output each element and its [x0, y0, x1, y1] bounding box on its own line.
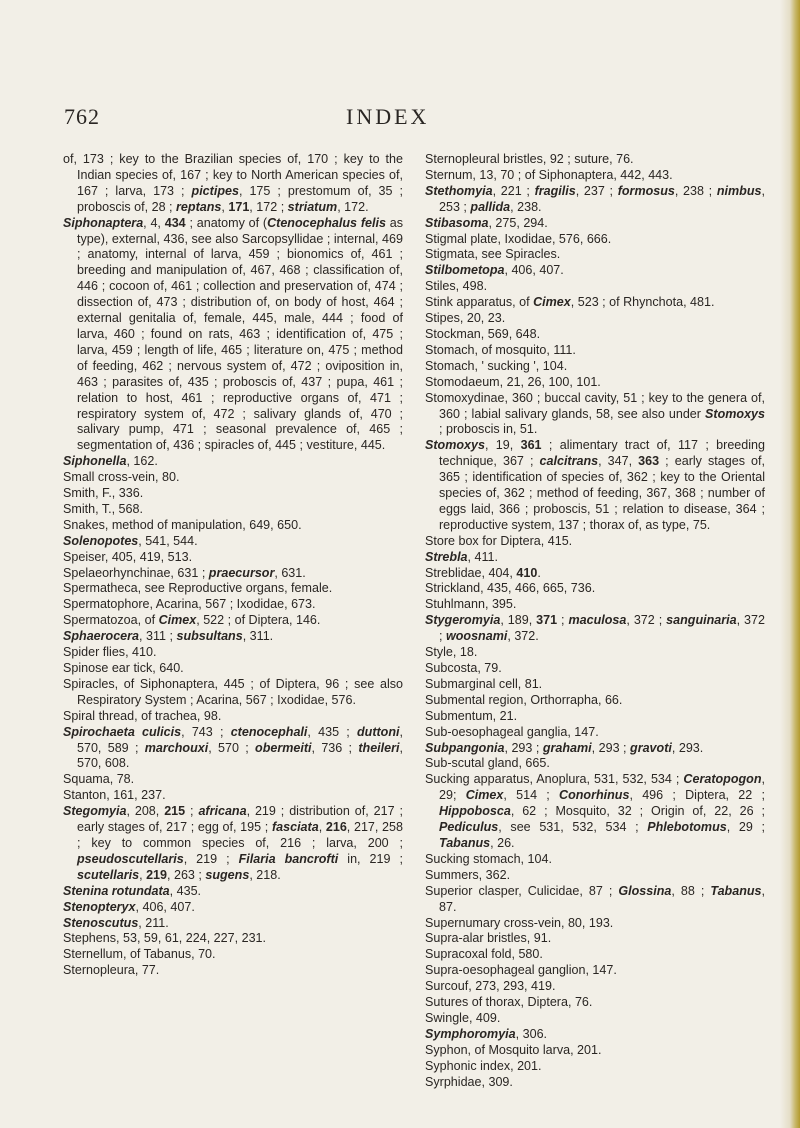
entry-text: ; proboscis in, 51.: [439, 422, 538, 437]
entry-text: , 293.: [671, 740, 704, 755]
entry-text: Spermatophore, Acarina, 567 ; Ixodidae, 673.: [63, 597, 316, 612]
entry-text: Glossina: [618, 883, 672, 898]
index-entry: [425, 868, 765, 884]
entry-text: Supracoxal fold, 580.: [425, 947, 543, 962]
entry-text: Stigmata, see Spiracles.: [425, 247, 561, 262]
entry-text: as type), external, 436, see also Sarcopsyllidae ; internal, 469 ; anatomy, internal of larva, 459 ; bionomics of, 461 ; breeding and manipulation of, 467, 468 ; classification of, 446 ; cocoon of, 461 ; collection and preservation of, 474 ; dissection of, 473 ; distribution of, on body of host, 464 ; external genitalia of, female, 445, male, 444 ; food of larva, 460 ; found on rats, 463 ; identification of, 475 ; larva, 459 ; length of life, 465 ; literature on, 475 ; method of feeding, 462 ; nervous system of, 472 ; oviposition in, 463 ; parasites of, 435 ; proboscis of, 437 ; pupa, 461 ; relation to host, 461 ; reproductive organs of, 471 ; respiratory system of, 472 ; salivary glands of, 470 ; salivary pump, 471 ; seasonal prevalence of, 465 ; segmentation of, 436 ; spiracles of, 445 ; vestiture, 445.: [77, 215, 403, 453]
index-entry: [425, 566, 765, 582]
entry-text: Submental region, Orthorrapha, 66.: [425, 692, 623, 707]
index-entry: [63, 931, 403, 947]
entry-text: Strickland, 435, 466, 665, 736.: [425, 581, 596, 596]
index-entry: [63, 947, 403, 963]
entry-text: , 523 ; of Rhynchota, 481.: [570, 295, 715, 310]
entry-text: , 570 ;: [208, 740, 256, 755]
entry-text: formosus: [617, 183, 675, 198]
entry-text: in, 219 ;: [338, 851, 403, 866]
entry-text: Spermatozoa, of: [63, 613, 159, 628]
entry-text: 363: [638, 454, 660, 469]
entry-text: Sub-scutal gland, 665.: [425, 756, 550, 771]
entry-text: nimbus: [716, 183, 762, 198]
index-entry: [425, 709, 765, 725]
index-entry: [425, 1043, 765, 1059]
entry-text: Sternellum, of Tabanus, 70.: [63, 947, 216, 962]
index-entry: [425, 947, 765, 963]
entry-text: Strebla: [425, 549, 468, 564]
entry-text: scutellaris: [77, 867, 140, 882]
index-entry: [425, 661, 765, 677]
entry-text: Pediculus: [439, 820, 499, 835]
entry-text: Surcouf, 273, 293, 419.: [425, 979, 556, 994]
entry-text: Tabanus: [710, 883, 762, 898]
entry-text: , 208,: [126, 804, 165, 819]
entry-text: Stockman, 569, 648.: [425, 326, 541, 341]
entry-text: ,: [318, 820, 326, 835]
index-entry: [425, 279, 765, 295]
index-entry: [63, 661, 403, 677]
entry-text: , 88 ;: [671, 883, 711, 898]
entry-text: , 411.: [467, 549, 499, 564]
index-entry: [63, 788, 403, 804]
entry-text: Subcosta, 79.: [425, 661, 502, 675]
entry-text: ;: [185, 804, 199, 819]
entry-text: theileri: [358, 740, 400, 755]
entry-text: , 238.: [510, 199, 542, 214]
index-entry: [63, 963, 403, 979]
index-entry: [425, 995, 765, 1011]
index-entry: [425, 391, 765, 439]
index-entry: [63, 884, 403, 900]
entry-text: Sutures of thorax, Diptera, 76.: [425, 995, 593, 1010]
index-entry: [425, 931, 765, 947]
entry-text: ; alimentary tract of, 117 ; breeding technique, 367 ;: [439, 438, 765, 469]
running-head: INDEX: [346, 104, 430, 129]
entry-text: Superior clasper, Culicidae, 87 ;: [425, 883, 619, 898]
entry-text: Spider flies, 410.: [63, 645, 157, 660]
index-entry: [63, 534, 403, 550]
entry-text: 171: [228, 199, 250, 214]
entry-text: , 29 ;: [726, 820, 765, 835]
entry-text: Spiral thread, of trachea, 98.: [63, 708, 222, 723]
entry-text: Stilbometopa: [425, 263, 505, 278]
entry-text: Stomodaeum, 21, 26, 100, 101.: [425, 374, 601, 389]
entry-text: Spermatheca, see Reproductive organs, female.: [63, 581, 333, 596]
entry-text: Sucking stomach, 104.: [425, 851, 552, 866]
entry-text: 216: [325, 820, 347, 835]
entry-text: Stomoxydinae, 360 ; buccal cavity, 51 ; key to the genera of, 360 ; labial salivary glands, 58, see also under: [425, 390, 765, 421]
entry-text: Stomoxys: [425, 438, 485, 453]
entry-text: , 570, 589 ;: [77, 724, 403, 755]
entry-text: Stiles, 498.: [425, 279, 488, 294]
entry-text: , 87.: [439, 883, 765, 914]
entry-text: Syrphidae, 309.: [425, 1074, 513, 1089]
index-entry: [63, 486, 403, 502]
entry-text: Stanton, 161, 237.: [63, 788, 166, 803]
entry-text: Cimex: [158, 613, 197, 628]
entry-text: marchouxi: [144, 740, 209, 755]
entry-text: sugens: [205, 867, 250, 882]
entry-text: ctenocephali: [230, 724, 308, 739]
entry-text: Speiser, 405, 419, 513.: [63, 549, 193, 564]
entry-text: .: [537, 565, 541, 580]
entry-text: , 372 ;: [626, 613, 667, 628]
entry-text: maculosa: [568, 613, 627, 628]
entry-text: Smith, T., 568.: [63, 501, 143, 516]
entry-text: , 211.: [138, 915, 169, 930]
index-entry: [425, 359, 765, 375]
entry-text: Spirochaeta culicis: [63, 724, 182, 739]
entry-text: , 238 ;: [674, 183, 717, 198]
index-entry: [63, 597, 403, 613]
entry-text: , 541, 544.: [138, 533, 198, 548]
entry-text: of, 173 ; key to the Brazilian species of, 170 ; key to the Indian species of, 167 ; key to North American species of, 167 ; larva, 173 ;: [63, 152, 403, 198]
entry-text: , 743 ;: [181, 724, 231, 739]
entry-text: , 221 ;: [492, 183, 535, 198]
entry-text: Filaria bancrofti: [238, 851, 339, 866]
entry-text: Snakes, method of manipulation, 649, 650.: [63, 517, 302, 532]
entry-text: , see 531, 532, 534 ;: [498, 820, 648, 835]
index-entry: [425, 645, 765, 661]
entry-text: 371: [536, 613, 558, 628]
entry-text: Cimex: [533, 295, 571, 310]
index-entry: [425, 979, 765, 995]
index-entry: [63, 518, 403, 534]
entry-text: Sucking apparatus, Anoplura, 531, 532, 534 ;: [425, 772, 684, 787]
entry-text: Spinose ear tick, 640.: [63, 661, 184, 675]
entry-text: Spiracles, of Siphonaptera, 445 ; of Diptera, 96 ; see also Respiratory System ; Acarina, 567 ; Ixodidae, 576.: [63, 676, 403, 707]
index-entry: [425, 1011, 765, 1027]
entry-text: 215: [164, 804, 186, 819]
entry-text: , 263 ;: [167, 867, 206, 882]
entry-text: Hippobosca: [439, 804, 511, 819]
entry-text: ,: [139, 867, 147, 882]
entry-text: , 311 ;: [139, 629, 177, 644]
index-entry: [425, 295, 765, 311]
entry-text: Stomach, ' sucking ', 104.: [425, 358, 568, 373]
index-entry: [425, 184, 765, 216]
index-entry: [425, 168, 765, 184]
index-entry: [425, 852, 765, 868]
entry-text: , 218.: [249, 867, 281, 882]
entry-text: , 631.: [274, 565, 306, 580]
entry-text: Smith, F., 336.: [63, 486, 144, 501]
index-entry: [63, 725, 403, 773]
index-entry: [425, 438, 765, 533]
entry-text: 361: [520, 438, 542, 453]
entry-text: Ctenocephalus felis: [267, 215, 386, 230]
entry-text: Stuhlmann, 395.: [425, 597, 517, 612]
index-entry: [425, 772, 765, 852]
entry-text: Sternopleura, 77.: [63, 963, 160, 978]
entry-text: Subpangonia: [425, 740, 505, 755]
entry-text: Tabanus: [439, 835, 491, 850]
index-entry: [63, 900, 403, 916]
entry-text: Supra-oesophageal ganglion, 147.: [425, 963, 617, 978]
entry-text: , 372 ;: [439, 613, 765, 644]
index-entry: [63, 152, 403, 216]
entry-text: , 62 ; Mosquito, 32 ; Origin of, 22, 26 ;: [510, 804, 765, 819]
entry-text: , 172.: [337, 199, 369, 214]
entry-text: Syphonic index, 201.: [425, 1058, 542, 1073]
index-entry: [63, 550, 403, 566]
entry-text: , 175 ; prestomum of, 35 ; proboscis of, 28 ;: [77, 183, 404, 214]
index-entry: [425, 1027, 765, 1043]
entry-text: Stenina rotundata: [63, 883, 170, 898]
index-entry: [425, 884, 765, 916]
entry-text: Submentum, 21.: [425, 708, 518, 723]
index-entry: [425, 963, 765, 979]
entry-text: Supra-alar bristles, 91.: [425, 931, 552, 946]
index-entry: [425, 343, 765, 359]
entry-text: grahami: [542, 740, 592, 755]
entry-text: , 372.: [507, 629, 539, 644]
entry-text: , 435.: [169, 883, 202, 898]
entry-text: praecursor: [208, 565, 275, 580]
entry-text: Swingle, 409.: [425, 1010, 501, 1025]
entry-text: Phlebotomus: [647, 820, 727, 835]
page-number: 762: [64, 104, 100, 129]
index-column-left: [63, 152, 403, 979]
index-entry: [63, 502, 403, 518]
index-entry: [425, 916, 765, 932]
entry-text: , 406, 407.: [504, 263, 564, 278]
index-entry: [63, 566, 403, 582]
entry-text: Summers, 362.: [425, 867, 511, 882]
entry-text: , 736 ;: [311, 740, 359, 755]
entry-text: Cimex: [465, 788, 504, 803]
entry-text: Squama, 78.: [63, 772, 135, 787]
index-entry: [425, 216, 765, 232]
entry-text: sanguinaria: [666, 613, 737, 628]
entry-text: fragilis: [534, 183, 576, 198]
page-header: [64, 104, 744, 138]
entry-text: , 4,: [143, 215, 165, 230]
entry-text: Conorhinus: [559, 788, 630, 803]
entry-text: , 219 ; distribution of, 217 ; early stages of, 217 ; egg of, 195 ;: [77, 804, 403, 835]
entry-text: , 253 ;: [439, 183, 765, 214]
entry-text: , 406, 407.: [135, 899, 195, 914]
entry-text: Solenopotes: [63, 533, 139, 548]
entry-text: gravoti: [630, 740, 672, 755]
entry-text: ; early stages of, 365 ; identification of species of, 362 ; key to the Oriental species of, 362 ; method of feeding, 367, 368 ; number of eggs laid, 366 ; proboscis, 51 ; relation to disease, 364 ; reproductive system, 137 ; thorax of, as type, 75.: [439, 454, 765, 532]
index-entry: [425, 375, 765, 391]
entry-text: ;: [557, 613, 569, 628]
entry-text: , 522 ; of Diptera, 146.: [196, 613, 321, 628]
entry-text: pseudoscutellaris: [77, 851, 184, 866]
entry-text: , 237 ;: [575, 183, 618, 198]
entry-text: woosnami: [445, 629, 508, 644]
index-entry: [425, 263, 765, 279]
entry-text: Symphoromyia: [425, 1026, 516, 1041]
entry-text: , 306.: [515, 1026, 548, 1041]
entry-text: , 514 ;: [503, 788, 560, 803]
entry-text: , 293 ;: [504, 740, 543, 755]
index-entry: [425, 311, 765, 327]
entry-text: , 311.: [242, 629, 274, 644]
entry-text: ,: [221, 199, 229, 214]
page-edge: [780, 0, 800, 1128]
entry-text: , 29;: [439, 772, 765, 803]
entry-text: Streblidae, 404,: [425, 565, 517, 580]
entry-text: Sphaerocera: [63, 629, 140, 644]
index-entry: [425, 534, 765, 550]
entry-text: , 217, 258 ; key to common species of, 216 ; larva, 200 ;: [77, 820, 403, 850]
entry-text: Stipes, 20, 23.: [425, 311, 506, 326]
entry-text: , 219 ;: [183, 851, 239, 866]
entry-text: Supernumary cross-vein, 80, 193.: [425, 915, 614, 930]
entry-text: africana: [198, 804, 247, 819]
entry-text: Siphonella: [63, 454, 127, 469]
entry-text: 434: [164, 215, 186, 230]
index-entry: [63, 645, 403, 661]
entry-text: Sternum, 13, 70 ; of Siphonaptera, 442, 443.: [425, 167, 673, 182]
index-entry: [425, 247, 765, 263]
entry-text: Stephens, 53, 59, 61, 224, 227, 231.: [63, 931, 267, 946]
index-entry: [425, 756, 765, 772]
index-entry: [425, 597, 765, 613]
index-entry: [425, 1059, 765, 1075]
index-entry: [425, 725, 765, 741]
entry-text: obermeiti: [255, 740, 312, 755]
entry-text: 410: [516, 565, 538, 580]
entry-text: , 189,: [500, 613, 537, 628]
entry-text: Submarginal cell, 81.: [425, 676, 543, 691]
index-entry: [425, 677, 765, 693]
index-entry: [425, 327, 765, 343]
index-entry: [425, 613, 765, 645]
index-entry: [63, 581, 403, 597]
entry-text: Sternopleural bristles, 92 ; suture, 76.: [425, 152, 634, 166]
index-entry: [63, 916, 403, 932]
entry-text: pallida: [470, 199, 511, 214]
entry-text: duttoni: [357, 724, 400, 739]
entry-text: Stygeromyia: [425, 613, 501, 628]
entry-text: striatum: [287, 199, 338, 214]
entry-text: Stomoxys: [705, 406, 765, 421]
index-entry: [425, 581, 765, 597]
index-entry: [425, 232, 765, 248]
entry-text: Stegomyia: [63, 804, 127, 819]
index-entry: [425, 152, 765, 168]
index-entry: [63, 677, 403, 709]
entry-text: , 570, 608.: [77, 740, 403, 771]
entry-text: , 162.: [126, 454, 158, 469]
entry-text: 219: [146, 867, 167, 882]
entry-text: , 19,: [484, 438, 521, 453]
index-entry: [63, 804, 403, 884]
entry-text: , 26.: [490, 835, 515, 850]
entry-text: , 275, 294.: [488, 215, 548, 230]
entry-text: Stibasoma: [425, 215, 489, 230]
entry-text: calcitrans: [539, 454, 599, 469]
entry-text: pictipes: [191, 183, 239, 198]
entry-text: fasciata: [271, 820, 319, 835]
entry-text: Style, 18.: [425, 645, 478, 660]
index-entry: [425, 550, 765, 566]
index-entry: [63, 629, 403, 645]
entry-text: , 347,: [598, 454, 639, 469]
index-entry: [63, 772, 403, 788]
entry-text: Stethomyia: [425, 183, 493, 198]
entry-text: Stomach, of mosquito, 111.: [425, 342, 576, 357]
index-entry: [425, 741, 765, 757]
entry-text: Ceratopogon: [683, 772, 762, 787]
entry-text: , 293 ;: [591, 740, 631, 755]
index-column-right: [425, 152, 765, 1090]
entry-text: Stenopteryx: [63, 899, 136, 914]
entry-text: Syphon, of Mosquito larva, 201.: [425, 1042, 602, 1057]
index-entry: [63, 613, 403, 629]
entry-text: Spelaeorhynchinae, 631 ;: [63, 565, 209, 580]
index-entry: [63, 216, 403, 455]
index-entry: [63, 470, 403, 486]
index-entry: [425, 693, 765, 709]
entry-text: subsultans: [176, 629, 243, 644]
index-entry: [63, 709, 403, 725]
index-entry: [425, 1075, 765, 1091]
entry-text: Stink apparatus, of: [425, 295, 534, 310]
entry-text: Sub-oesophageal ganglia, 147.: [425, 724, 599, 739]
entry-text: ; anatomy of (: [185, 215, 268, 230]
entry-text: Stigmal plate, Ixodidae, 576, 666.: [425, 231, 612, 246]
entry-text: reptans: [176, 199, 222, 214]
index-entry: [63, 454, 403, 470]
entry-text: , 172 ;: [249, 199, 288, 214]
entry-text: , 496 ; Diptera, 22 ;: [629, 788, 765, 803]
entry-text: Store box for Diptera, 415.: [425, 533, 573, 548]
entry-text: Siphonaptera: [63, 215, 144, 230]
entry-text: Stenoscutus: [63, 915, 139, 930]
entry-text: , 435 ;: [307, 724, 357, 739]
entry-text: Small cross-vein, 80.: [63, 470, 180, 485]
